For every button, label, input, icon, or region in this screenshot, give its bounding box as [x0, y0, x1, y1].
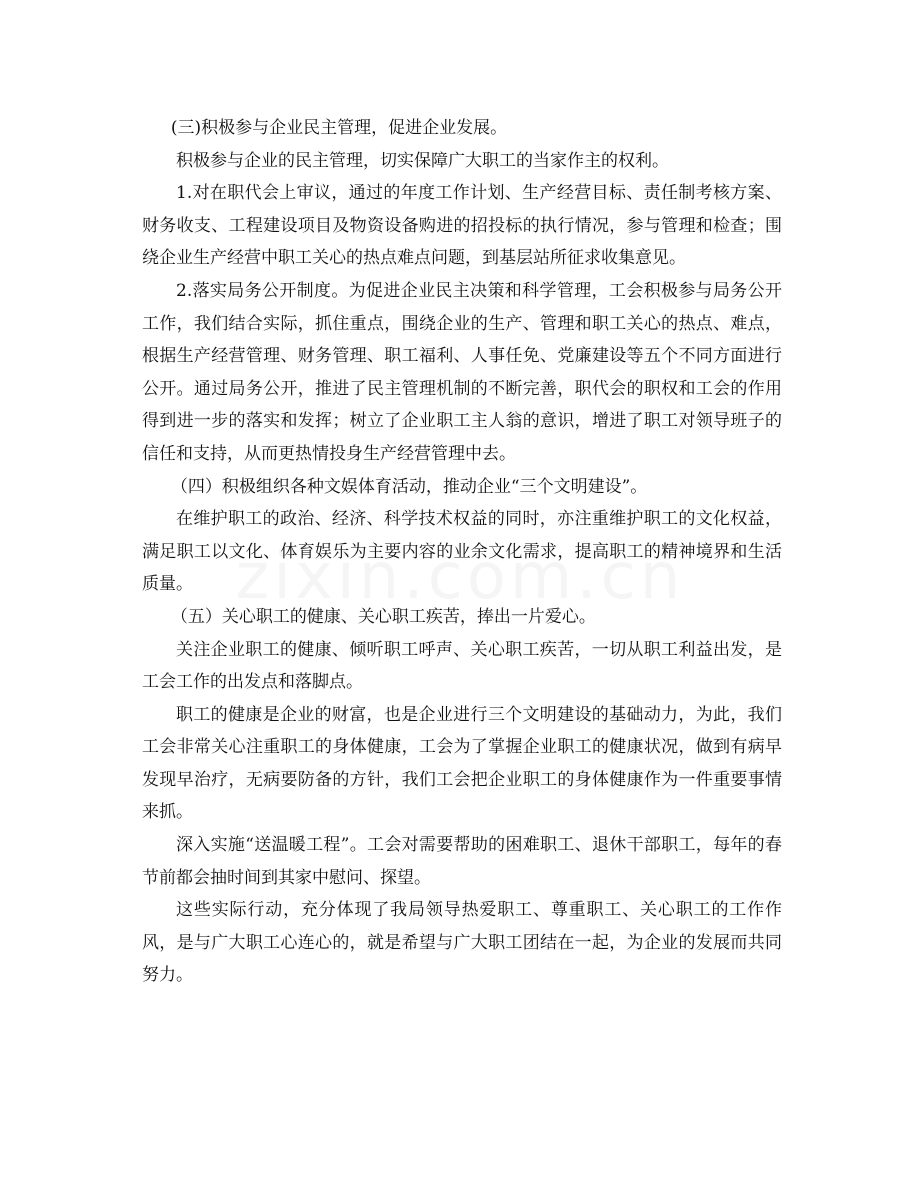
- paragraph: 职工的健康是企业的财富，也是企业进行三个文明建设的基础动力，为此，我们工会非常关心注重职工的身体健康，工会为了掌握企业职工的健康状况，做到有病早发现早治疗，无病要防备的方针，我们工会把企业职工的身体健康作为一件重要事情来抓。: [142, 704, 782, 823]
- section-heading-5: （五）关心职工的健康、关心职工疾苦，捧出一片爱心。: [170, 606, 596, 627]
- section-heading-4: （四）积极组织各种文娱体育活动，推动企业“三个文明建设”。: [170, 476, 648, 497]
- paragraph: 2.落实局务公开制度。为促进企业民主决策和科学管理，工会积极参与局务公开工作，我们结合实际，抓住重点，围绕企业的生产、管理和职工关心的热点、难点，根据生产经营管理、财务管理、职工福利、人事任免、党廉建设等五个不同方面进行公开。通过局务公开，推进了民主管理机制的不断完善，职代会的职权和工会的作用得到进一步的落实和发挥；树立了企业职工主人翁的意识，增进了职工对领导班子的信任和支持，从而更热情投身生产经营管理中去。: [142, 280, 782, 464]
- document-body: [142, 112, 782, 992]
- paragraph: 这些实际行动，充分体现了我局领导热爱职工、尊重职工、关心职工的工作作风，是与广大职工心连心的，就是希望与广大职工团结在一起，为企业的发展而共同努力。: [142, 900, 782, 986]
- section-heading-3: (三)积极参与企业民主管理，促进企业发展。: [170, 118, 508, 138]
- paragraph: 积极参与企业的民主管理，切实保障广大职工的当家作主的权利。: [176, 150, 669, 171]
- paragraph: 1.对在职代会上审议，通过的年度工作计划、生产经营目标、责任制考核方案、财务收支、工程建设项目及物资设备购进的招投标的执行情况，参与管理和检查；围绕企业生产经营中职工关心的热点难点问题，到基层站所征求收集意见。: [142, 183, 782, 269]
- paragraph: 在维护职工的政治、经济、科学技术权益的同时，亦注重维护职工的文化权益，满足职工以文化、体育娱乐为主要内容的业余文化需求，提高职工的精神境界和生活质量。: [142, 509, 782, 595]
- paragraph: 深入实施“送温暖工程”。工会对需要帮助的困难职工、退休干部职工，每年的春节前都会抽时间到其家中慰问、探望。: [142, 835, 782, 888]
- paragraph: 关注企业职工的健康、倾听职工呼声、关心职工疾苦，一切从职工利益出发，是工会工作的出发点和落脚点。: [142, 639, 782, 693]
